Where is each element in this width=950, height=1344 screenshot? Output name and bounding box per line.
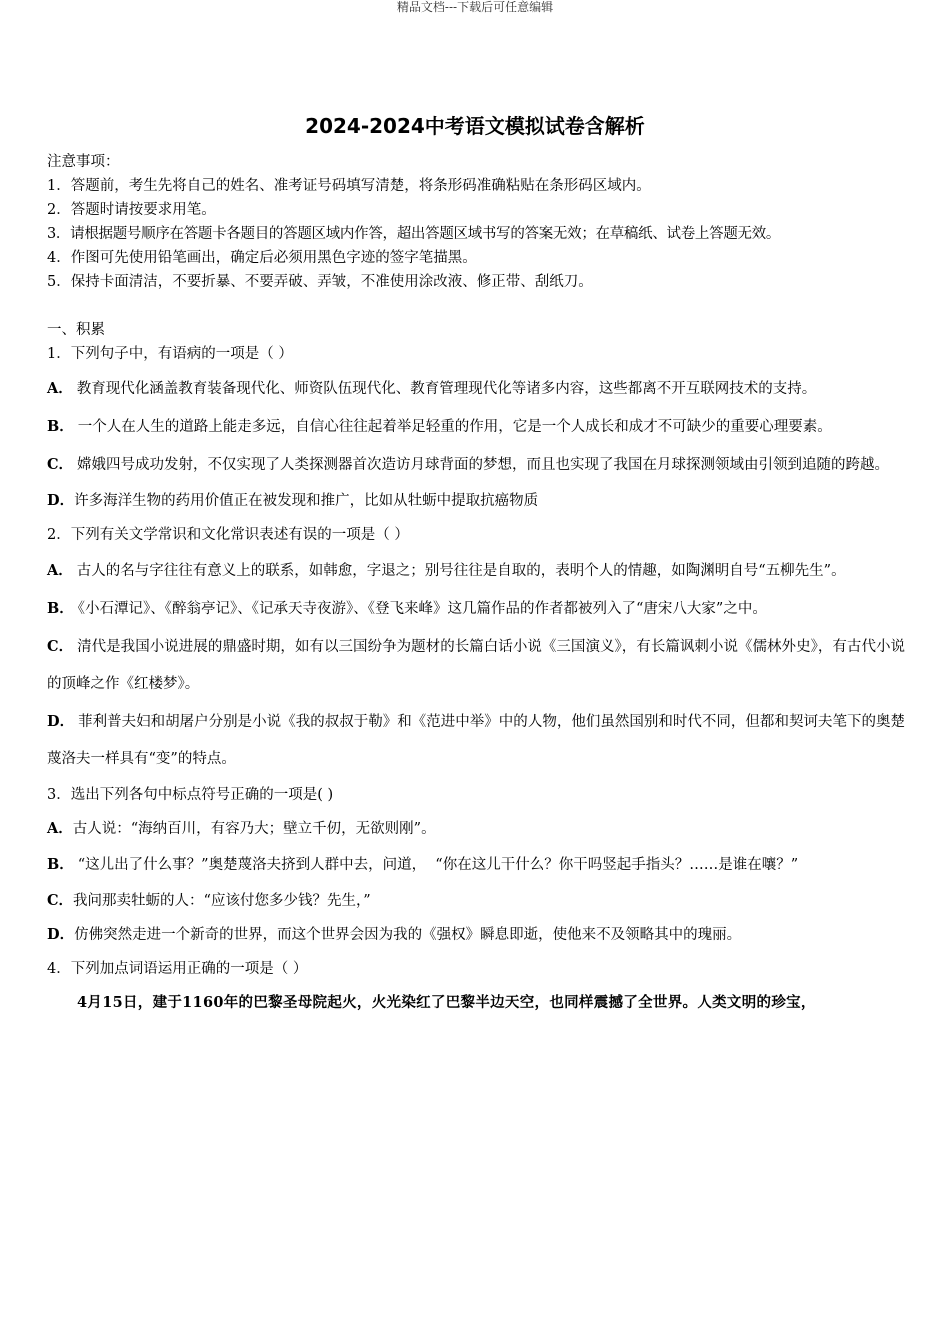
option-text: 《小石潭记》、《醉翁亭记》、《记承天寺夜游》、《登飞来峰》这几篇作品的作者都被列入了“唐宋八大家”之中。 [77,601,767,617]
option-letter: A． [47,820,73,837]
question-1-option-a [47,370,905,408]
option-text: 教育现代化涵盖教育装备现代化、师资队伍现代化、教育管理现代化等诸多内容，这些都离不开互联网技术的支持。 [76,381,817,397]
question-1-option-c [47,446,905,484]
notice-item-4: 4．作图可先使用铅笔画出，确定后必须用黑色字迹的签字笔描黑。 [47,250,477,266]
question-1-option-d [47,484,905,518]
document-body [47,150,905,1020]
option-letter: C． [47,638,74,655]
option-text: 许多海洋生物的药用价值正在被发现和推广，比如从牡蛎中提取抗癌物质 [74,493,539,509]
question-2-option-d [47,703,905,778]
question-3-option-b [47,846,905,884]
notice-item-3: 3．请根据题号顺序在答题卡各题目的答题区域内作答，超出答题区域书写的答案无效；在草稿纸、试卷上答题无效。 [47,226,781,242]
question-3-option-a [47,812,905,846]
option-text: 古人说：“海纳百川，有容乃大；壁立千仞，无欲则刚”。 [72,821,436,837]
question-2-option-c [47,628,905,703]
question-2-stem: 2．下列有关文学常识和文化常识表述有误的一项是（ ） [47,527,409,543]
page-header: 精品文档---下载后可任意编辑 [396,0,554,14]
option-letter: A． [47,562,73,579]
option-letter: D． [47,492,75,509]
notice-heading: 注意事项： [47,154,120,170]
option-text: 一个人在人生的道路上能走多远，自信心往往起着举足轻重的作用，它是一个人成长和成才不可缺少的重要心理要素。 [77,419,832,435]
option-text: 古人的名与字往往有意义上的联系，如韩愈，字退之；别号往往是自取的，表明个人的情趣，如陶渊明自号“五柳先生”。 [76,563,846,579]
option-letter: C． [47,456,74,473]
option-letter: B． [47,418,74,435]
option-text: 我问那卖牡蛎的人：“应该付您多少钱？先生，” [73,893,371,909]
notice-item-5: 5．保持卡面清洁，不要折暴、不要弄破、弄皱，不准使用涂改液、修正带、刮纸刀。 [47,274,593,290]
question-2-option-a [47,552,905,590]
option-letter: B． [47,856,74,873]
question-1-option-b [47,408,905,446]
notice-item-2: 2．答题时请按要求用笔。 [47,202,216,218]
option-letter: D． [47,713,75,730]
question-3-option-c [47,884,905,918]
option-text: 仿佛突然走进一个新奇的世界，而这个世界会因为我的《强权》瞬息即逝，使他来不及领略其中的瑰丽。 [74,927,742,943]
option-letter: A． [47,380,73,397]
question-2-option-b [47,590,905,628]
page-title: 2024-2024中考语文模拟试卷含解析 [305,114,645,138]
section-heading: 一、积累 [47,322,105,338]
question-3-option-d [47,918,905,952]
option-text: 清代是我国小说进展的鼎盛时期，如有以三国纷争为题材的长篇白话小说《三国演义》，有长篇讽刺小说《儒林外史》，有古代小说的顶峰之作《红楼梦》。 [47,639,905,692]
option-text: 菲利普夫妇和胡屠户分别是小说《我的叔叔于勒》和《范进中举》中的人物，他们虽然国别和时代不同，但都和契诃夫笔下的奥楚蔑洛夫一样具有“变”的特点。 [47,714,905,767]
notice-item-1: 1．答题前，考生先将自己的姓名、准考证号码填写清楚，将条形码准确粘贴在条形码区域内。 [47,178,651,194]
option-letter: B． [47,600,74,617]
question-1-stem: 1．下列句子中，有语病的一项是（ ） [47,346,293,362]
question-4-passage: 4月15日，建于1160年的巴黎圣母院起火，火光染红了巴黎半边天空，也同样震撼了全世界。人类文明的珍宝， [77,994,816,1011]
option-text: 嫦娥四号成功发射，不仅实现了人类探测器首次造访月球背面的梦想，而且也实现了我国在月球探测领域由引领到追随的跨越。 [77,457,890,473]
option-text: “这儿出了什么事？”奥楚蔑洛夫挤到人群中去，问道， “你在这儿干什么？你干吗竖起手指头？……是谁在嚷？” [77,857,799,873]
option-letter: D． [47,926,75,943]
option-letter: C． [47,892,74,909]
question-4-stem: 4．下列加点词语运用正确的一项是（ ） [47,961,308,977]
question-3-stem: 3．选出下列各句中标点符号正确的一项是( ) [47,787,334,803]
